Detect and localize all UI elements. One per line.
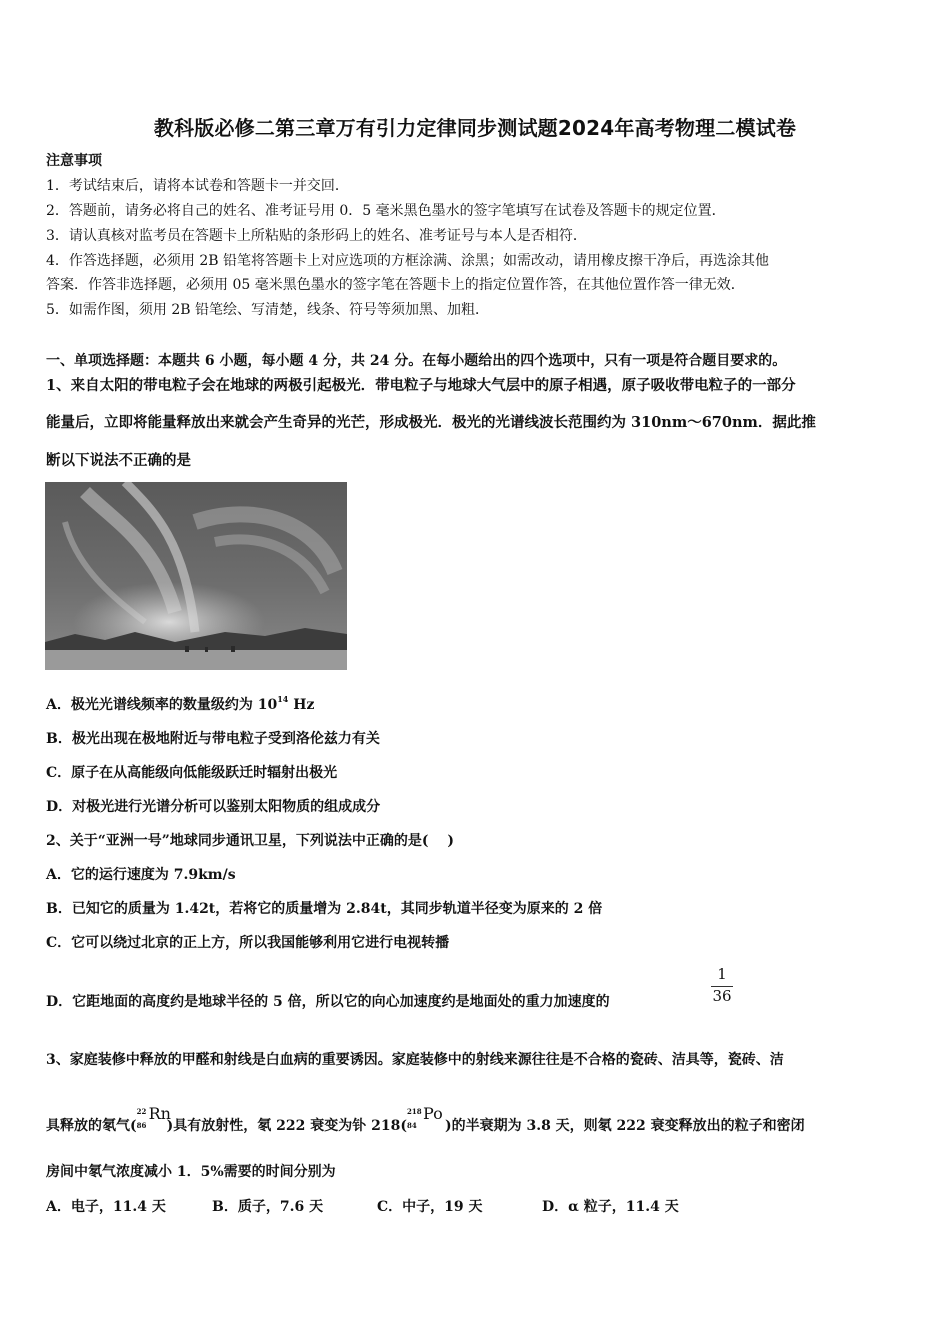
q3-option-c: C．中子，19 天: [377, 1199, 483, 1215]
q3-stem-line: 房间中氡气浓度减小 1．5%需要的时间分别为: [46, 1164, 336, 1180]
q1-option-b: B．极光出现在极地附近与带电粒子受到洛伦兹力有关: [46, 731, 380, 747]
q3-stem-line-2: [46, 1104, 805, 1136]
fraction-denominator: 36: [712, 987, 732, 1005]
q1-option-a: [46, 694, 314, 714]
aurora-photo: [45, 482, 347, 670]
notice-heading: 注意事项: [46, 153, 102, 169]
q2-option-d: D．它距地面的高度约是地球半径的 5 倍，所以它的向心加速度约是地面处的重力加速度的: [46, 994, 610, 1010]
page-title: 教科版必修二第三章万有引力定律同步测试题2024年高考物理二模试卷: [153, 116, 797, 140]
fraction-numerator: 1: [717, 965, 727, 983]
q1-stem-line: 断以下说法不正确的是: [46, 452, 191, 469]
notice-item: 答案．作答非选择题，必须用 05 毫米黑色墨水的签字笔在答题卡上的指定位置作答，在其他位置作答一律无效．: [46, 277, 745, 293]
q3-text-a: 具释放的氡气(: [46, 1118, 137, 1134]
q1-stem-line: 1、来自太阳的带电粒子会在地球的两极引起极光．带电粒子与地球大气层中的原子相遇，原子吸收带电粒子的一部分: [46, 377, 796, 394]
polonium-mass-number: 218: [406, 1107, 422, 1116]
q1-stem-line: 能量后，立即将能量释放出来就会产生奇异的光芒，形成极光．极光的光谱线波长范围约为 310nm～670nm．据此推: [46, 414, 816, 431]
radon-nuclide: [136, 1104, 171, 1132]
q3-option-b: B．质子，7.6 天: [212, 1199, 324, 1215]
polonium-symbol: Po: [422, 1104, 443, 1123]
notice-item: 2．答题前，请务必将自己的姓名、准考证号用 0．5 毫米黑色墨水的签字笔填写在试卷及答题卡的规定位置．: [46, 203, 726, 219]
notice-item: 3．请认真核对监考员在答题卡上所粘贴的条形码上的姓名、准考证号与本人是否相符．: [46, 228, 587, 244]
q3-text-b: )具有放射性，氡 222 衰变为钋 218(: [166, 1118, 407, 1134]
radon-symbol: Rn: [148, 1104, 171, 1123]
polonium-atomic-number: 84: [406, 1121, 417, 1130]
q2-option-a: A．它的运行速度为 7.9km/s: [46, 867, 236, 883]
radon-atomic-number: 86: [136, 1121, 147, 1130]
q2-option-c: C．它可以绕过北京的正上方，所以我国能够利用它进行电视转播: [46, 935, 450, 951]
fraction-one-thirtysixth: [711, 965, 733, 1005]
q1-option-a-exponent: 14: [277, 694, 289, 704]
q3-text-c: )的半衰期为 3.8 天，则氡 222 衰变释放出的粒子和密闭: [444, 1118, 805, 1134]
section-heading: 一、单项选择题：本题共 6 小题，每小题 4 分，共 24 分。在每小题给出的四个选项中，只有一项是符合题目要求的。: [46, 353, 787, 369]
q3-option-d: D．α 粒子，11.4 天: [542, 1199, 679, 1215]
notice-item: 1．考试结束后，请将本试卷和答题卡一并交回．: [46, 178, 349, 194]
notice-item: 5．如需作图，须用 2B 铅笔绘、写清楚，线条、符号等须加黑、加粗．: [46, 302, 490, 318]
notice-item: 4．作答选择题，必须用 2B 铅笔将答题卡上对应选项的方框涂满、涂黑；如需改动，请用橡皮擦干净后，再选涂其他: [46, 253, 769, 269]
q1-option-c: C．原子在从高能级向低能级跃迁时辐射出极光: [46, 765, 338, 781]
radon-mass-number: 22: [136, 1107, 147, 1116]
q1-option-a-text: A．极光光谱线频率的数量级约为 10: [46, 697, 278, 713]
polonium-nuclide: [406, 1104, 445, 1132]
q1-option-a-unit: Hz: [288, 697, 315, 713]
q2-option-b: B．已知它的质量为 1.42t，若将它的质量增为 2.84t，其同步轨道半径变为原来的 2 倍: [46, 901, 603, 917]
q3-stem-line: 3、家庭装修中释放的甲醛和射线是白血病的重要诱因。家庭装修中的射线来源往往是不合格的瓷砖、洁具等，瓷砖、洁: [46, 1052, 784, 1068]
q3-option-a: A．电子，11.4 天: [46, 1199, 166, 1215]
q1-option-d: D．对极光进行光谱分析可以鉴别太阳物质的组成成分: [46, 799, 381, 815]
q2-stem: 2、关于“亚洲一号”地球同步通讯卫星，下列说法中正确的是( ): [46, 833, 454, 849]
